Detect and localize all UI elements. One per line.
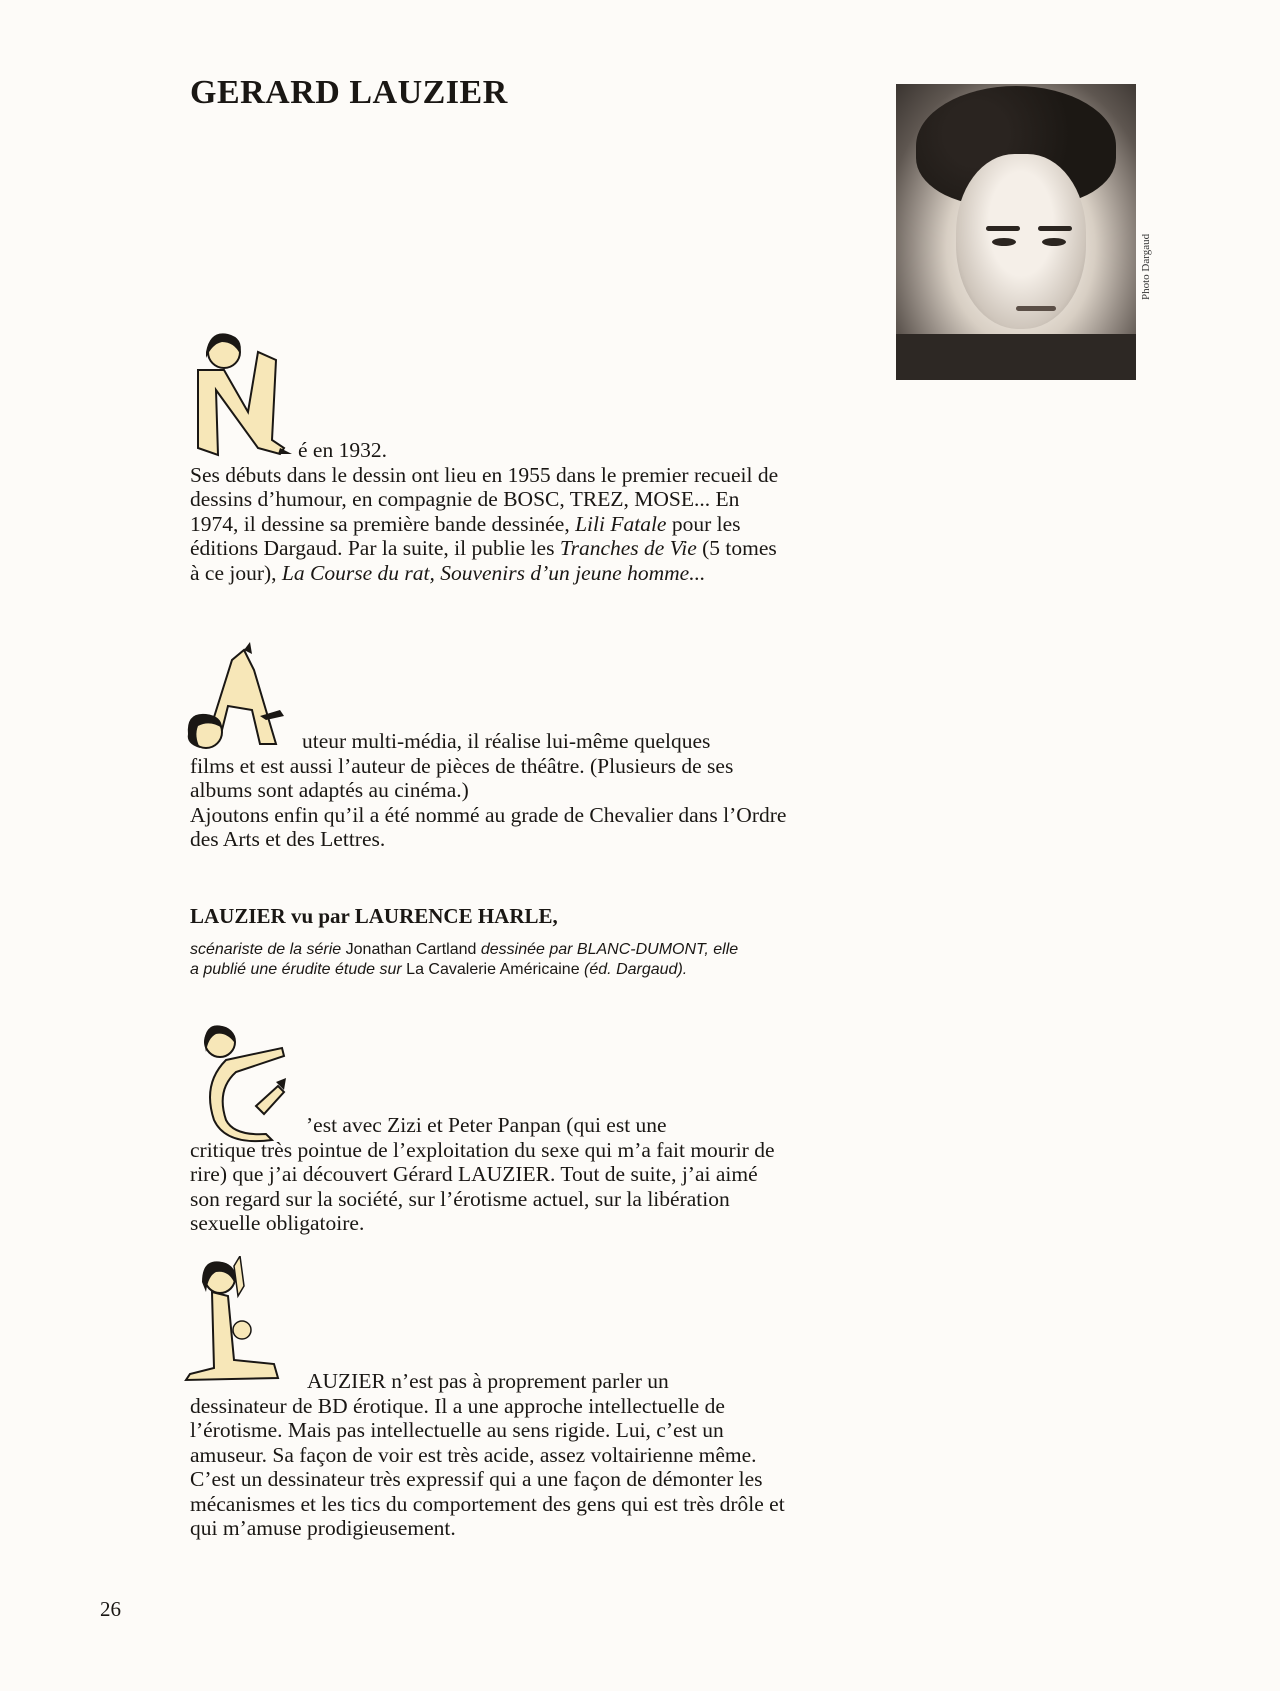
bio2-text-2: Ajoutons enfin qu’il a été nommé au grade de Chevalier dans l’Ordre des Arts et des Lettres. — [190, 802, 787, 851]
note-part-a: scénariste de la série — [190, 941, 342, 958]
work-title-lili-fatale: Lili Fatale — [575, 511, 667, 536]
quote-paragraph-2 — [190, 1369, 790, 1541]
bio-first-line: é en 1932. — [298, 438, 387, 462]
page-title: GERARD LAUZIER — [190, 74, 508, 111]
section-subheading: LAUZIER vu par LAURENCE HARLE, — [190, 904, 558, 928]
note-book-title: La Cavalerie Américaine — [406, 961, 580, 978]
quote2-first-line: AUZIER n’est pas à proprement parler un — [307, 1369, 669, 1393]
work-title-souvenirs: Souvenirs d’un jeune homme... — [440, 560, 706, 585]
quote2-text: dessinateur de BD érotique. Il a une approche intellectuelle de l’érotisme. Mais pas intellectuelle au sens rigide. Lui, c’est un amuseur. Sa façon de voir est très acide, assez voltairienne même. C’est un dessinateur très expressif qui a une façon de démonter les mécanismes et les tics du comportement des gens qui est très drôle et qui m’amuse prodigieusement. — [190, 1393, 785, 1540]
bio-text: Ses débuts dans le dessin ont lieu en 1955 dans le premier recueil de dessins d’humour, en compagnie de BOSC, TREZ, MOSE... En 1974, il dessine sa première bande dessinée, — [190, 462, 779, 536]
work-title-tranches: Tranches de Vie — [559, 536, 697, 560]
author-note — [190, 940, 750, 980]
bio-text-cont2: (5 tomes à ce jour), — [190, 536, 777, 585]
note-part-e: (éd. Dargaud). — [584, 961, 688, 978]
note-part-c: dessinée par BLANC-DUMONT, elle a publié une érudite étude sur — [190, 941, 739, 978]
note-series-title: Jonathan Cartland — [345, 941, 477, 958]
photo-credit: Photo Dargaud — [1140, 233, 1152, 300]
quote1-first-line: ’est avec Zizi et Peter Panpan (qui est une — [306, 1113, 667, 1137]
quote1-text: critique très pointue de l’exploitation du sexe qui m’a fait mourir de rire) que j’ai découvert Gérard LAUZIER. Tout de suite, j’ai aimé son regard sur la société, sur l’érotisme actuel, sur la libération sexuelle obligatoire. — [190, 1137, 775, 1235]
drop-cap-l-illustration — [182, 1256, 292, 1386]
author-photo — [896, 84, 1136, 380]
bio2-first-line: uteur multi-média, il réalise lui-même quelques — [302, 729, 711, 753]
quote-paragraph-1 — [190, 1113, 790, 1236]
bio2-text: films et est aussi l’auteur de pièces de théâtre. (Plusieurs de ses albums sont adaptés au cinéma.) — [190, 753, 734, 802]
bio-paragraph-2 — [190, 729, 790, 852]
bio-paragraph-1 — [190, 438, 790, 585]
title-separator: , — [429, 560, 435, 585]
page-number: 26 — [100, 1597, 121, 1621]
work-title-course: La Course du rat — [281, 560, 430, 585]
bio-text-cont: pour les éditions Dargaud. Par la suite, il publie les — [190, 511, 741, 560]
